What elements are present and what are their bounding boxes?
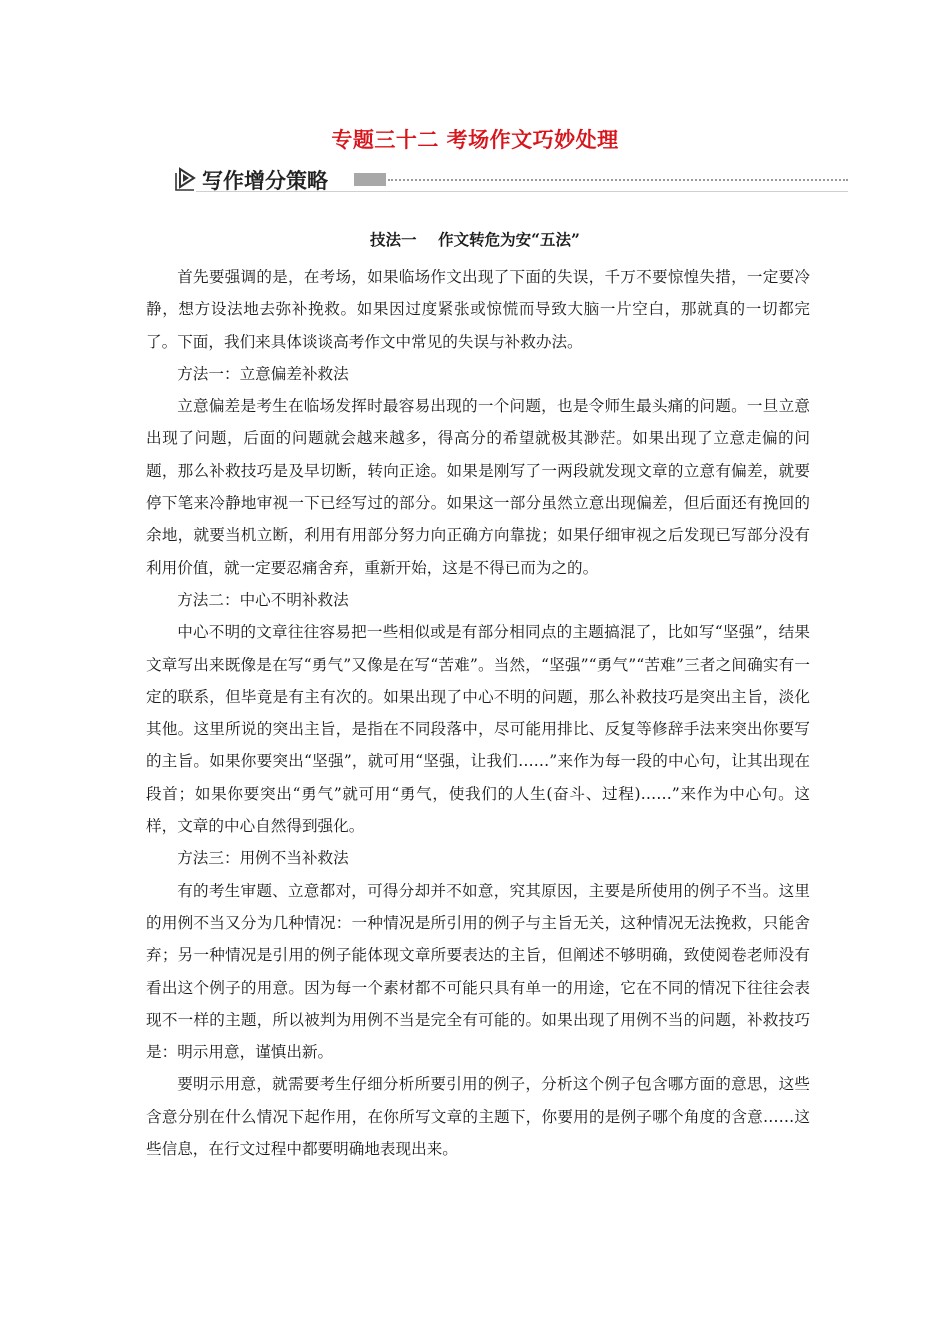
banner-underline: [196, 191, 848, 192]
banner-block: [354, 173, 386, 186]
method-3-paragraph-2: 要明示用意，就需要考生仔细分析所要引用的例子，分析这个例子包含哪方面的意思，这些含意分别在什么情况下起作用，在你所写文章的主题下，你要用的是例子哪个角度的含意……这些信息，在行文过程中都要明确地表现出来。: [146, 1075, 810, 1159]
method-1-heading: 方法一：立意偏差补救法: [177, 364, 349, 383]
method-2-paragraph: 中心不明的文章往往容易把一些相似或是有部分相同点的主题搞混了，比如写“坚强”，结果文章写出来既像是在写“勇气”又像是在写“苦难”。当然，“坚强”“勇气”“苦难”三者之间确实有一定的联系，但毕竟是有主有次的。如果出现了中心不明的问题，那么补救技巧是突出主旨，淡化其他。这里所说的突出主旨，是指在不同段落中，尽可能用排比、反复等修辞手法来突出你要写的主旨。如果你要突出“坚强”，就可用“坚强，让我们……”来作为每一段的中心句，让其出现在段首；如果你要突出“勇气”就可用“勇气，使我们的人生(奋斗、过程)……”来作为中心句。这样，文章的中心自然得到强化。: [146, 623, 810, 836]
banner-label: 写作增分策略: [202, 169, 328, 193]
banner-divider: [388, 179, 848, 181]
section-banner: [172, 164, 848, 194]
method-3-paragraph: 有的考生审题、立意都对，可得分却并不如意，究其原因，主要是所使用的例子不当。这里的用例不当又分为几种情况：一种情况是所引用的例子与主旨无关，这种情况无法挽救，只能舍弃；另一种情况是引用的例子能体现文章所要表达的主旨，但阐述不够明确，致使阅卷老师没有看出这个例子的用意。因为每一个素材都不可能只具有单一的用途，它在不同的情况下往往会表现不一样的主题，所以被判为用例不当是完全有可能的。如果出现了用例不当的问题，补救技巧是：明示用意，谨慎出新。: [146, 881, 810, 1062]
paragraph-intro: 首先要强调的是，在考场，如果临场作文出现了下面的失误，千万不要惊惶失措，一定要冷静，想方设法地去弥补挽救。如果因过度紧张或惊慌而导致大脑一片空白，那就真的一切都完了。下面，我们来具体谈谈高考作文中常见的失误与补救办法。: [146, 268, 810, 351]
method-1-paragraph: 立意偏差是考生在临场发挥时最容易出现的一个问题，也是令师生最头痛的问题。一旦立意出现了问题，后面的问题就会越来越多，得高分的希望就极其渺茫。如果出现了立意走偏的问题，那么补救技巧是及早切断，转向正途。如果是刚写了一两段就发现文章的立意有偏差，就要停下笔来冷静地审视一下已经写过的部分。如果这一部分虽然立意出现偏差，但后面还有挽回的余地，就要当机立断，利用有用部分努力向正确方向靠拢；如果仔细审视之后发现已写部分没有利用价值，就一定要忍痛舍弃，重新开始，这是不得已而为之的。: [146, 397, 810, 577]
method-2-heading: 方法二：中心不明补救法: [177, 590, 349, 609]
section-heading: 技法一 作文转危为安“五法”: [370, 230, 580, 249]
body-text: [146, 261, 810, 1165]
method-3-heading: 方法三：用例不当补救法: [177, 849, 349, 868]
page-title: 专题三十二 考场作文巧妙处理: [331, 128, 619, 152]
play-arrow-icon: [172, 166, 198, 192]
